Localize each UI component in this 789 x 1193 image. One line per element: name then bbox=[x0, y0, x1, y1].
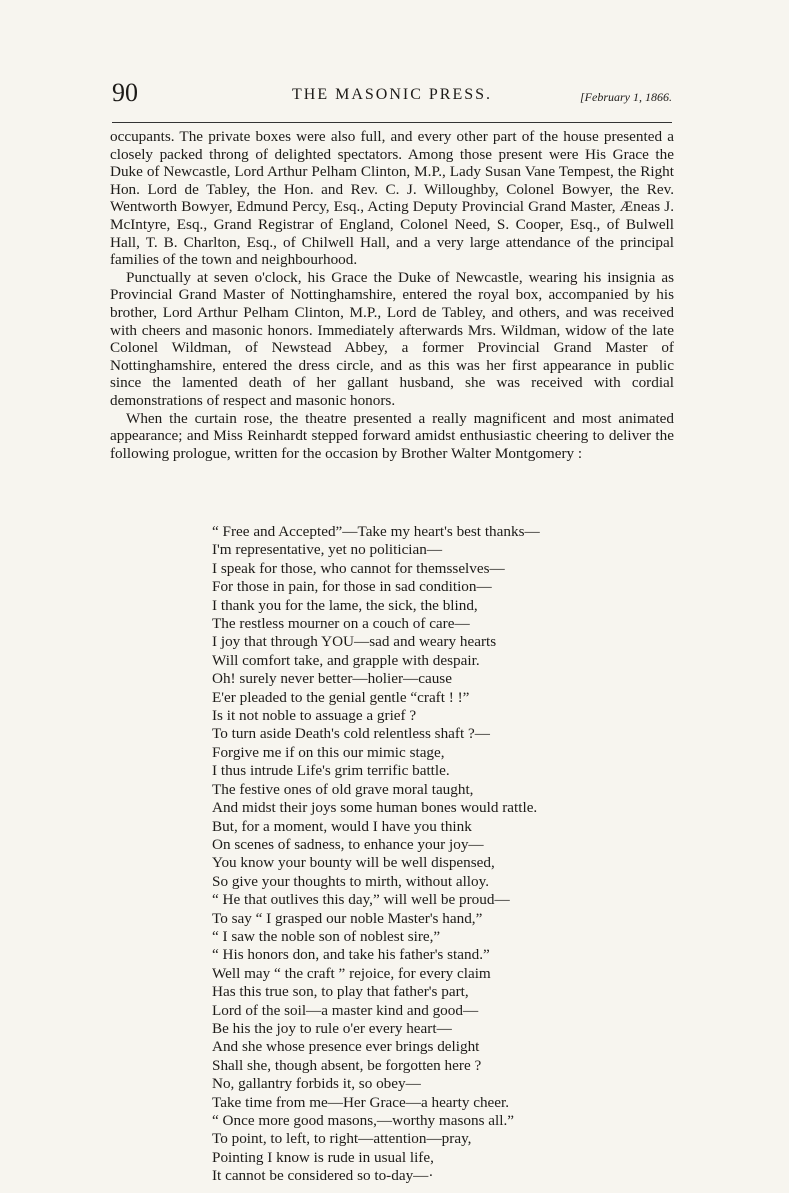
poem-line: I joy that through YOU—sad and weary hearts bbox=[212, 633, 497, 651]
poem-line: Shall she, though absent, be forgotten here ? bbox=[212, 1056, 482, 1074]
poem-line: Well may “ the craft ” rejoice, for every claim bbox=[212, 964, 491, 982]
poem-line: “ His honors don, and take his father's stand.” bbox=[212, 946, 490, 964]
paragraph: Punctually at seven o'clock, his Grace the Duke of Newcastle, wearing his insignia as Provincial Grand Master of Nottinghamshire, entered the royal box, accompanied by his brother, Lord Arthur Pelham Clinton, M.P., Lord de Tabley, and others, and was received with cheers and masonic honors. Immediately afterwards Mrs. Wildman, widow of the late Colonel Wildman, of Newstead Abbey, a former Provincial Grand Master of Nottinghamshire, entered the dress circle, and as this was her first appearance in public since the lamented death of her gallant husband, she was received with cordial demonstrations of respect and masonic honors. bbox=[110, 268, 674, 409]
poem-line: To point, to left, to right—attention—pray, bbox=[212, 1130, 472, 1148]
issue-date: [February 1, 1866. bbox=[580, 90, 672, 104]
poem-line: No, gallantry forbids it, so obey— bbox=[212, 1075, 421, 1093]
poem-line: “ Once more good masons,—worthy masons all.” bbox=[212, 1112, 514, 1129]
poem-line: Oh! surely never better—holier—cause bbox=[212, 670, 452, 688]
poem-line: The festive ones of old grave moral taught, bbox=[212, 780, 474, 798]
poem-line: To say “ I grasped our noble Master's hand,” bbox=[212, 909, 483, 927]
page-number: 90 bbox=[112, 78, 138, 107]
poem-line: Be his the joy to rule o'er every heart— bbox=[212, 1019, 452, 1037]
poem-line: I'm representative, yet no politician— bbox=[212, 541, 443, 559]
poem-line: Take time from me—Her Grace—a hearty cheer. bbox=[212, 1093, 510, 1111]
poem-line: I speak for those, who cannot for themsselves— bbox=[212, 559, 505, 577]
poem-line: It cannot be considered so to-day—· bbox=[212, 1167, 434, 1185]
poem-line: But, for a moment, would I have you think bbox=[212, 817, 472, 835]
poem-line: You know your bounty will be well dispensed, bbox=[212, 854, 495, 872]
poem-line: Forgive me if on this our mimic stage, bbox=[212, 743, 445, 761]
poem-line: Has this true son, to play that father's part, bbox=[212, 983, 469, 1001]
poem-line: I thus intrude Life's grim terrific battle. bbox=[212, 762, 450, 780]
poem-line: And midst their joys some human bones would rattle. bbox=[212, 799, 538, 817]
poem-line: I thank you for the lame, the sick, the blind, bbox=[212, 596, 478, 614]
poem-line: “ Free and Accepted”—Take my heart's best thanks— bbox=[212, 523, 540, 540]
poem-line: So give your thoughts to mirth, without alloy. bbox=[212, 872, 490, 890]
poem-line: Is it not noble to assuage a grief ? bbox=[212, 707, 417, 725]
paragraph: occupants. The private boxes were also full, and every other part of the house presented a closely packed throng of delighted spectators. Among those present were His Grace the Duke of Newcastle, Lord Arthur Pelham Clinton, M.P., Lady Susan Vane Tempest, the Right Hon. Lord de Tabley, the Hon. and Rev. C. J. Willoughby, Colonel Bowyer, the Rev. Wentworth Bowyer, Edmund Percy, Esq., Acting Deputy Provincial Grand Master, Æneas J. McIntyre, Esq., Grand Registrar of England, Colonel Need, S. Cooper, Esq., of Bulwell Hall, T. B. Charlton, Esq., of Chilwell Hall, and a very large attendance of the principal families of the town and neighbourhood. bbox=[110, 128, 674, 269]
prologue-poem bbox=[212, 523, 642, 1186]
poem-line: E'er pleaded to the genial gentle “craft ! !” bbox=[212, 688, 470, 706]
poem-line: On scenes of sadness, to enhance your joy— bbox=[212, 835, 484, 853]
article-body bbox=[110, 128, 674, 462]
poem-line: Pointing I know is rude in usual life, bbox=[212, 1148, 434, 1166]
page-header bbox=[112, 78, 672, 108]
poem-line: Lord of the soil—a master kind and good— bbox=[212, 1001, 479, 1019]
header-rule bbox=[112, 122, 672, 123]
poem-line: And she whose presence ever brings delight bbox=[212, 1038, 480, 1056]
publication-title: THE MASONIC PRESS. bbox=[291, 86, 493, 103]
poem-line: The restless mourner on a couch of care— bbox=[212, 615, 470, 633]
poem-line: Will comfort take, and grapple with despair. bbox=[212, 651, 480, 669]
poem-line: “ I saw the noble son of noblest sire,” bbox=[212, 927, 441, 945]
poem-line: To turn aside Death's cold relentless shaft ?— bbox=[212, 725, 490, 743]
poem-line: For those in pain, for those in sad condition— bbox=[212, 578, 492, 596]
poem-line: “ He that outlives this day,” will well be proud— bbox=[212, 891, 510, 909]
paragraph: When the curtain rose, the theatre presented a really magnificent and most animated appearance; and Miss Reinhardt stepped forward amidst enthusiastic cheering to deliver the following prologue, written for the occasion by Brother Walter Montgomery : bbox=[110, 409, 674, 462]
